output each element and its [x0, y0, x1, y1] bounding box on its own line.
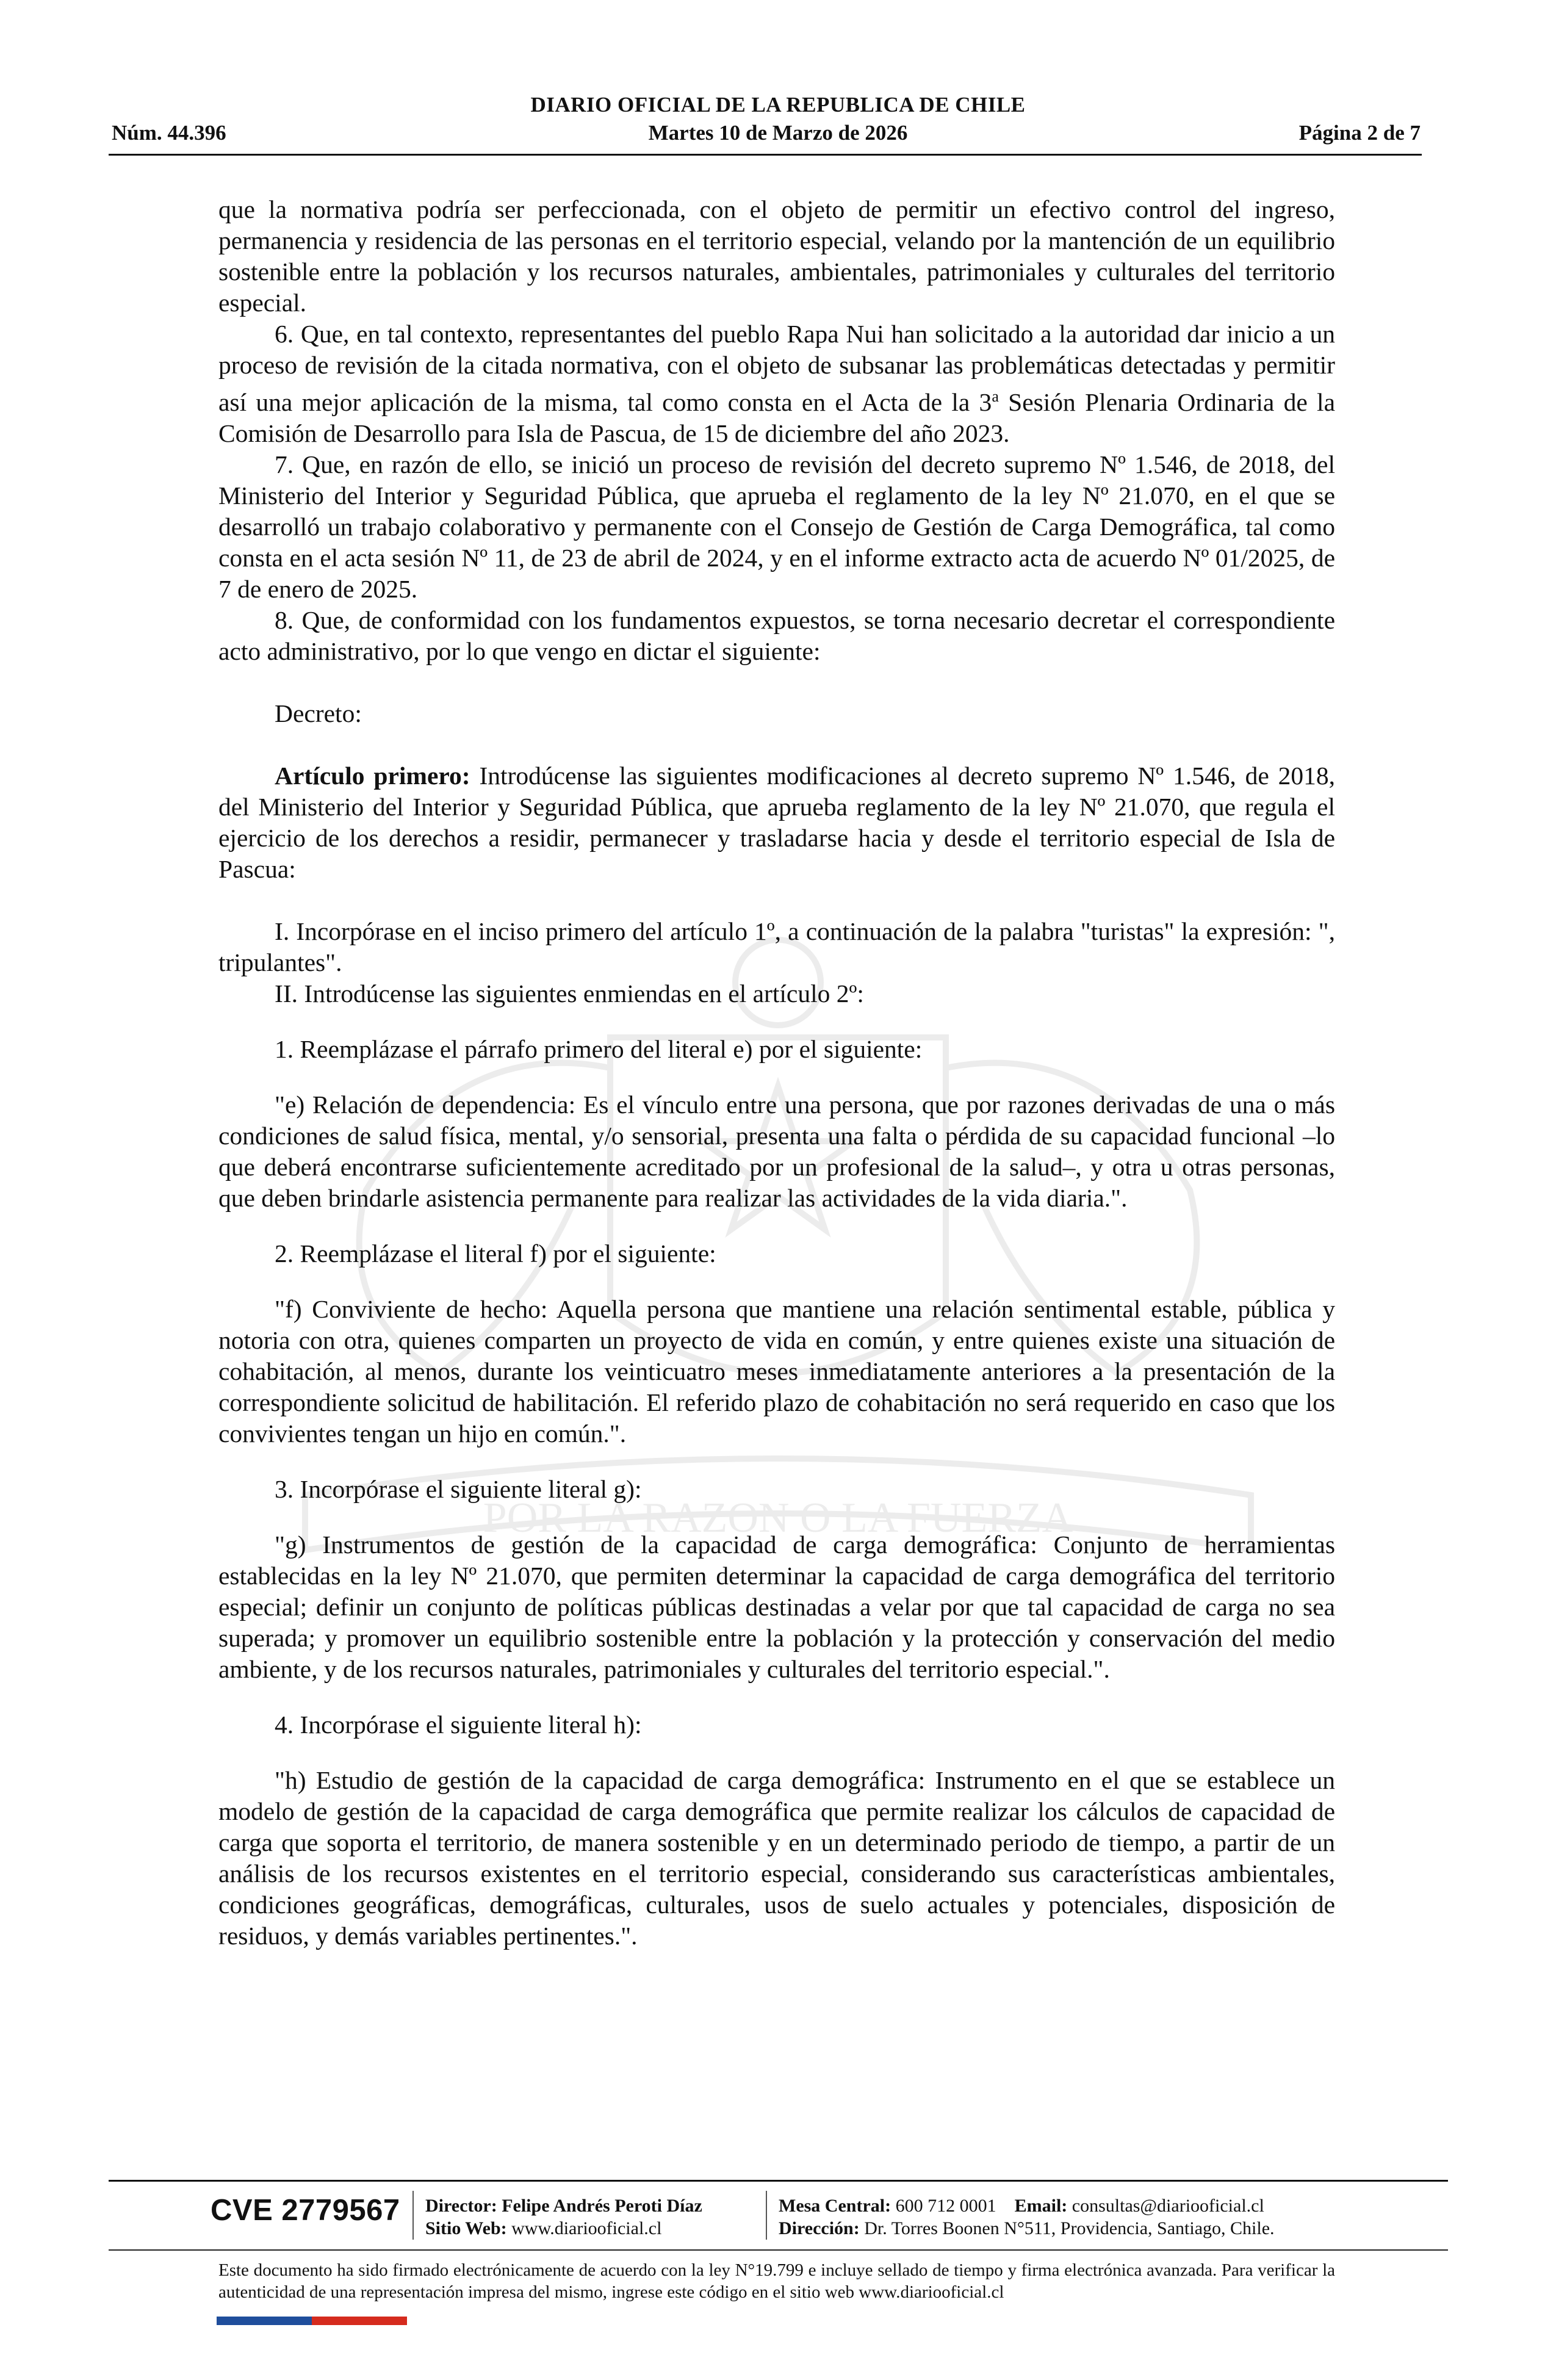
- amendment-i: I. Incorpórase en el inciso primero del artículo 1º, a continuación de la palabra "turistas" la expresión: ", tripulantes".: [218, 917, 1335, 976]
- mesa-central-label: Mesa Central:: [779, 2196, 891, 2216]
- footer-divider-lower: [109, 2249, 1448, 2251]
- footer-director-block: [425, 2194, 702, 2240]
- paragraph-5-continuation: que la normativa podría ser perfeccionada, con el objeto de permitir un efectivo control del ingreso, permanencia y residencia de las personas en el territorio especial, velando por la mantención de un equilibrio sostenible entre la población y los recursos naturales, ambientales, patrimoniales y culturales del territorio especial.: [218, 195, 1335, 317]
- chile-flag-stripe: [217, 2317, 407, 2325]
- footer-separator: [766, 2191, 767, 2240]
- article-first-text: Introdúcense las siguientes modificaciones al decreto supremo Nº 1.546, de 2018, del Ministerio del Interior y Seguridad Pública, que aprueba reglamento de la ley Nº 21.070, que regula el ejercicio de los derechos a residir, permanecer y trasladarse hacia y desde el territorio especial de Isla de Pascua:: [218, 761, 1336, 883]
- literal-e-text: "e) Relación de dependencia: Es el vínculo entre una persona, que por razones derivadas de una o más condiciones de salud física, mental, y/o sensorial, presenta una falta o pérdida de su capacidad funcional –lo que deberá encontrarse suficientemente acreditado por un profesional de la salud–, y otra u otras personas, que deben brindarle asistencia permanente para realizar las actividades de la vida diaria.".: [218, 1090, 1335, 1212]
- director-name: Felipe Andrés Peroti Díaz: [502, 2196, 702, 2216]
- website-link[interactable]: www.diariooficial.cl: [511, 2218, 662, 2238]
- item-1-heading: 1. Reemplázase el párrafo primero del literal e) por el siguiente:: [275, 1034, 923, 1063]
- literal-g-text: "g) Instrumentos de gestión de la capacidad de carga demográfica: Conjunto de herramientas establecidas en la ley Nº 21.070, que permiten determinar la capacidad de carga demográfica del territorio especial; definir un conjunto de políticas públicas destinadas a velar por que tal capacidad de carga no sea superada; y promover un equilibrio sostenible entre la población y la protección y conservación del medio ambiente, y de los recursos naturales, patrimoniales y culturales del territorio especial.".: [218, 1530, 1335, 1683]
- amendment-ii: II. Introdúcense las siguientes enmiendas en el artículo 2º:: [275, 979, 864, 1008]
- issue-number: Núm. 44.396: [112, 121, 226, 145]
- footer-contact-block: [779, 2194, 1275, 2240]
- article-first-label: Artículo primero:: [275, 761, 470, 790]
- paragraph-6-text-a: 6. Que, en tal contexto, representantes del pueblo Rapa Nui han solicitado a la autoridad dar inicio a un proceso de revisión de la citada normativa, con el objeto de subsanar las problemáticas detectadas y permitir así una mejor aplicación de la misma, tal como consta en el Acta de la 3: [218, 320, 1335, 416]
- gazette-title: DIARIO OFICIAL DE LA REPUBLICA DE CHILE: [530, 93, 1026, 117]
- literal-f-text: "f) Conviviente de hecho: Aquella persona que mantiene una relación sentimental estable, pública y notoria con otra, quienes comparten un proyecto de vida en común, y entre quienes existe una situación de cohabitación, al menos, durante los veinticuatro meses inmediatamente anteriores a la presentación de la correspondiente solicitud de habilitación. El referido plazo de cohabitación no será requerido en caso que los convivientes tengan un hijo en común.".: [218, 1294, 1335, 1448]
- flag-red-band: [312, 2317, 407, 2325]
- email-link[interactable]: consultas@diariooficial.cl: [1072, 2196, 1264, 2216]
- paragraph-6: [218, 319, 1335, 449]
- paragraph-8: 8. Que, de conformidad con los fundamentos expuestos, se torna necesario decretar el correspondiente acto administrativo, por lo que vengo en dictar el siguiente:: [218, 605, 1335, 665]
- item-3-heading: 3. Incorpórase el siguiente literal g):: [275, 1474, 642, 1503]
- document-body: [218, 194, 1335, 1952]
- issue-date: Martes 10 de Marzo de 2026: [648, 121, 908, 145]
- address-label: Dirección:: [779, 2218, 860, 2238]
- page-indicator: Página 2 de 7: [1298, 121, 1421, 145]
- item-2-heading: 2. Reemplázase el literal f) por el siguiente:: [275, 1239, 716, 1268]
- address-value: Dr. Torres Boonen N°511, Providencia, Santiago, Chile.: [864, 2218, 1275, 2238]
- header-divider: [109, 154, 1422, 156]
- flag-blue-band: [217, 2317, 312, 2325]
- legal-notice: Este documento ha sido firmado electrónicamente de acuerdo con la ley N°19.799 e incluye sellado de tiempo y firma electrónica avanzada. Para verificar la autenticidad de una representación impresa del mismo, ingrese este código en el sitio web www.diariooficial.cl: [218, 2260, 1335, 2302]
- footer-separator: [412, 2191, 414, 2240]
- footer-divider: [109, 2180, 1448, 2182]
- paragraph-7: 7. Que, en razón de ello, se inició un proceso de revisión del decreto supremo Nº 1.546, de 2018, del Ministerio del Interior y Seguridad Pública, que aprueba el reglamento de la ley Nº 21.070, en el que se desarrolló un trabajo colaborativo y permanente con el Consejo de Gestión de Carga Demográfica, tal como consta en el acta sesión Nº 11, de 23 de abril de 2024, y en el informe extracto acta de acuerdo Nº 01/2025, de 7 de enero de 2025.: [218, 450, 1335, 603]
- paragraph-6-text-b: Sesión Plenaria Ordinaria de la Comisión de Desarrollo para Isla de Pascua, de 15 de diciembre del año 2023.: [218, 388, 1335, 447]
- literal-h-text: "h) Estudio de gestión de la capacidad de carga demográfica: Instrumento en el que se establece un modelo de gestión de la capacidad de carga demográfica que permite realizar los cálculos de capacidad de carga que soporta el territorio, de manera sostenible y en un determinado periodo de tiempo, a partir de un análisis de los recursos existentes en el territorio especial, considerando sus características ambientales, condiciones geográficas, demográficas, culturales, usos de suelo actuales y potenciales, disposición de residuos, y demás variables pertinentes.".: [218, 1765, 1335, 1950]
- ordinal-superscript: a: [992, 388, 999, 405]
- decree-heading: Decreto:: [275, 699, 362, 727]
- cve-code: CVE 2779567: [211, 2194, 400, 2227]
- watermark-motto: POR LA RAZON O LA FUERZA: [483, 1495, 1073, 1542]
- website-label: Sitio Web:: [425, 2218, 507, 2238]
- item-4-heading: 4. Incorpórase el siguiente literal h):: [275, 1710, 642, 1739]
- director-label: Director:: [425, 2196, 497, 2216]
- email-label: Email:: [1014, 2196, 1068, 2216]
- article-first: [218, 760, 1335, 885]
- mesa-central-phone: 600 712 0001: [895, 2196, 996, 2216]
